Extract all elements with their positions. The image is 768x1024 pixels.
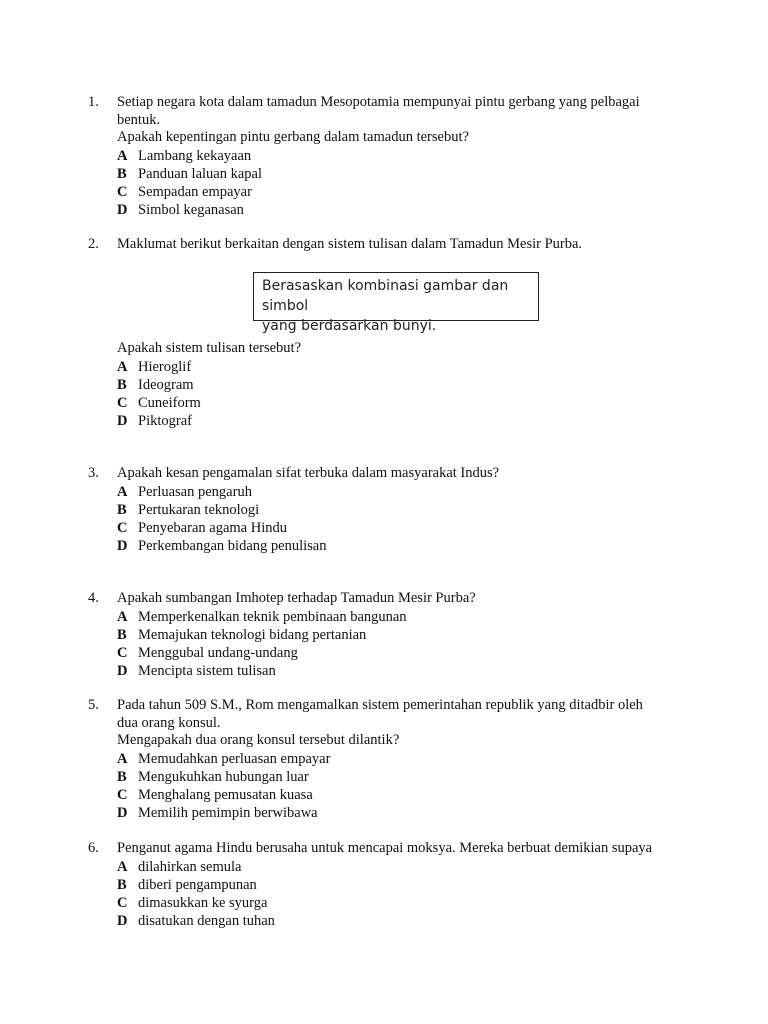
option-text: Memperkenalkan teknik pembinaan bangunan — [138, 608, 407, 625]
question-stem: Penganut agama Hindu berusaha untuk mencapai moksya. Mereka berbuat demikian supaya — [117, 840, 653, 856]
option-letter: B — [117, 626, 127, 643]
option-a[interactable] — [117, 147, 677, 165]
option-text: diberi pengampunan — [138, 876, 257, 893]
option-c[interactable] — [117, 894, 717, 912]
option-list — [117, 750, 677, 822]
option-text: Penyebaran agama Hindu — [138, 519, 287, 536]
option-letter: D — [117, 912, 128, 929]
option-list — [117, 358, 677, 430]
option-letter: A — [117, 147, 128, 164]
option-list — [117, 147, 677, 219]
option-d[interactable] — [117, 912, 717, 930]
option-d[interactable] — [117, 804, 677, 822]
question-stem: Apakah kesan pengamalan sifat terbuka dalam masyarakat Indus? — [117, 465, 500, 481]
option-text: Menggubal undang-undang — [138, 644, 298, 661]
option-c[interactable] — [117, 183, 677, 201]
option-letter: C — [117, 394, 128, 411]
option-letter: B — [117, 876, 127, 893]
option-c[interactable] — [117, 519, 677, 537]
option-letter: C — [117, 183, 128, 200]
option-c[interactable] — [117, 394, 677, 412]
option-c[interactable] — [117, 786, 677, 804]
question-stem: dua orang konsul. — [117, 714, 221, 731]
option-letter: B — [117, 376, 127, 393]
option-text: Ideogram — [138, 376, 194, 393]
option-letter: C — [117, 519, 128, 536]
option-text: dilahirkan semula — [138, 858, 242, 875]
option-letter: C — [117, 894, 128, 911]
option-letter: B — [117, 501, 127, 518]
option-d[interactable] — [117, 412, 677, 430]
option-b[interactable] — [117, 376, 677, 394]
question-stem: Apakah sumbangan Imhotep terhadap Tamadun Mesir Purba? — [117, 590, 476, 606]
option-text: Simbol keganasan — [138, 201, 244, 218]
option-text: dimasukkan ke syurga — [138, 894, 268, 911]
option-letter: D — [117, 537, 128, 554]
option-text: Memilih pemimpin berwibawa — [138, 804, 318, 821]
option-letter: C — [117, 644, 128, 661]
option-letter: B — [117, 768, 127, 785]
option-b[interactable] — [117, 626, 677, 644]
option-letter: D — [117, 201, 128, 218]
question-stem: Pada tahun 509 S.M., Rom mengamalkan sistem pemerintahan republik yang ditadbir oleh — [117, 697, 643, 713]
option-letter: A — [117, 858, 128, 875]
option-text: Sempadan empayar — [138, 183, 252, 200]
option-text: Menghalang pemusatan kuasa — [138, 786, 313, 803]
question-number: 2. — [88, 236, 99, 252]
option-text: Panduan laluan kapal — [138, 165, 263, 182]
option-letter: D — [117, 412, 128, 429]
question-number: 3. — [88, 465, 99, 481]
option-d[interactable] — [117, 662, 677, 680]
question-stem: Setiap negara kota dalam tamadun Mesopotamia mempunyai pintu gerbang yang pelbagai — [117, 94, 640, 110]
option-a[interactable] — [117, 858, 717, 876]
question-stem: bentuk. — [117, 111, 161, 128]
option-text: Memudahkan perluasan empayar — [138, 750, 331, 767]
info-box-line: Berasaskan kombinasi gambar dan simbol — [262, 278, 509, 314]
option-d[interactable] — [117, 201, 677, 219]
option-letter: B — [117, 165, 127, 182]
question-number: 5. — [88, 697, 99, 713]
option-list — [117, 858, 717, 930]
option-text: Mencipta sistem tulisan — [138, 662, 276, 679]
option-text: Perkembangan bidang penulisan — [138, 537, 327, 554]
option-list — [117, 608, 677, 680]
option-a[interactable] — [117, 483, 677, 501]
option-a[interactable] — [117, 608, 677, 626]
question-stem: Apakah kepentingan pintu gerbang dalam tamadun tersebut? — [117, 129, 469, 145]
option-text: Pertukaran teknologi — [138, 501, 260, 518]
option-text: Piktograf — [138, 412, 192, 429]
question-number: 1. — [88, 94, 99, 110]
option-b[interactable] — [117, 876, 717, 894]
option-text: Cuneiform — [138, 394, 201, 411]
option-text: Memajukan teknologi bidang pertanian — [138, 626, 367, 643]
option-text: Mengukuhkan hubungan luar — [138, 768, 309, 785]
info-box — [253, 272, 539, 334]
option-b[interactable] — [117, 768, 677, 786]
option-text: disatukan dengan tuhan — [138, 912, 275, 929]
question-number: 6. — [88, 840, 99, 856]
option-letter: D — [117, 804, 128, 821]
option-text: Hieroglif — [138, 358, 192, 375]
question-stem: Mengapakah dua orang konsul tersebut dilantik? — [117, 732, 400, 748]
option-b[interactable] — [117, 165, 677, 183]
option-letter: D — [117, 662, 128, 679]
option-letter: A — [117, 608, 128, 625]
option-letter: C — [117, 786, 128, 803]
option-a[interactable] — [117, 750, 677, 768]
option-b[interactable] — [117, 501, 677, 519]
info-box-line: yang berdasarkan bunyi. — [262, 318, 437, 334]
question-stem: Maklumat berikut berkaitan dengan sistem tulisan dalam Tamadun Mesir Purba. — [117, 236, 583, 252]
option-c[interactable] — [117, 644, 677, 662]
option-text: Perluasan pengaruh — [138, 483, 252, 500]
option-text: Lambang kekayaan — [138, 147, 252, 164]
option-list — [117, 483, 677, 555]
option-letter: A — [117, 358, 128, 375]
option-d[interactable] — [117, 537, 677, 555]
question-prompt: Apakah sistem tulisan tersebut? — [117, 340, 302, 356]
option-letter: A — [117, 483, 128, 500]
option-letter: A — [117, 750, 128, 767]
option-a[interactable] — [117, 358, 677, 376]
question-number: 4. — [88, 590, 99, 606]
